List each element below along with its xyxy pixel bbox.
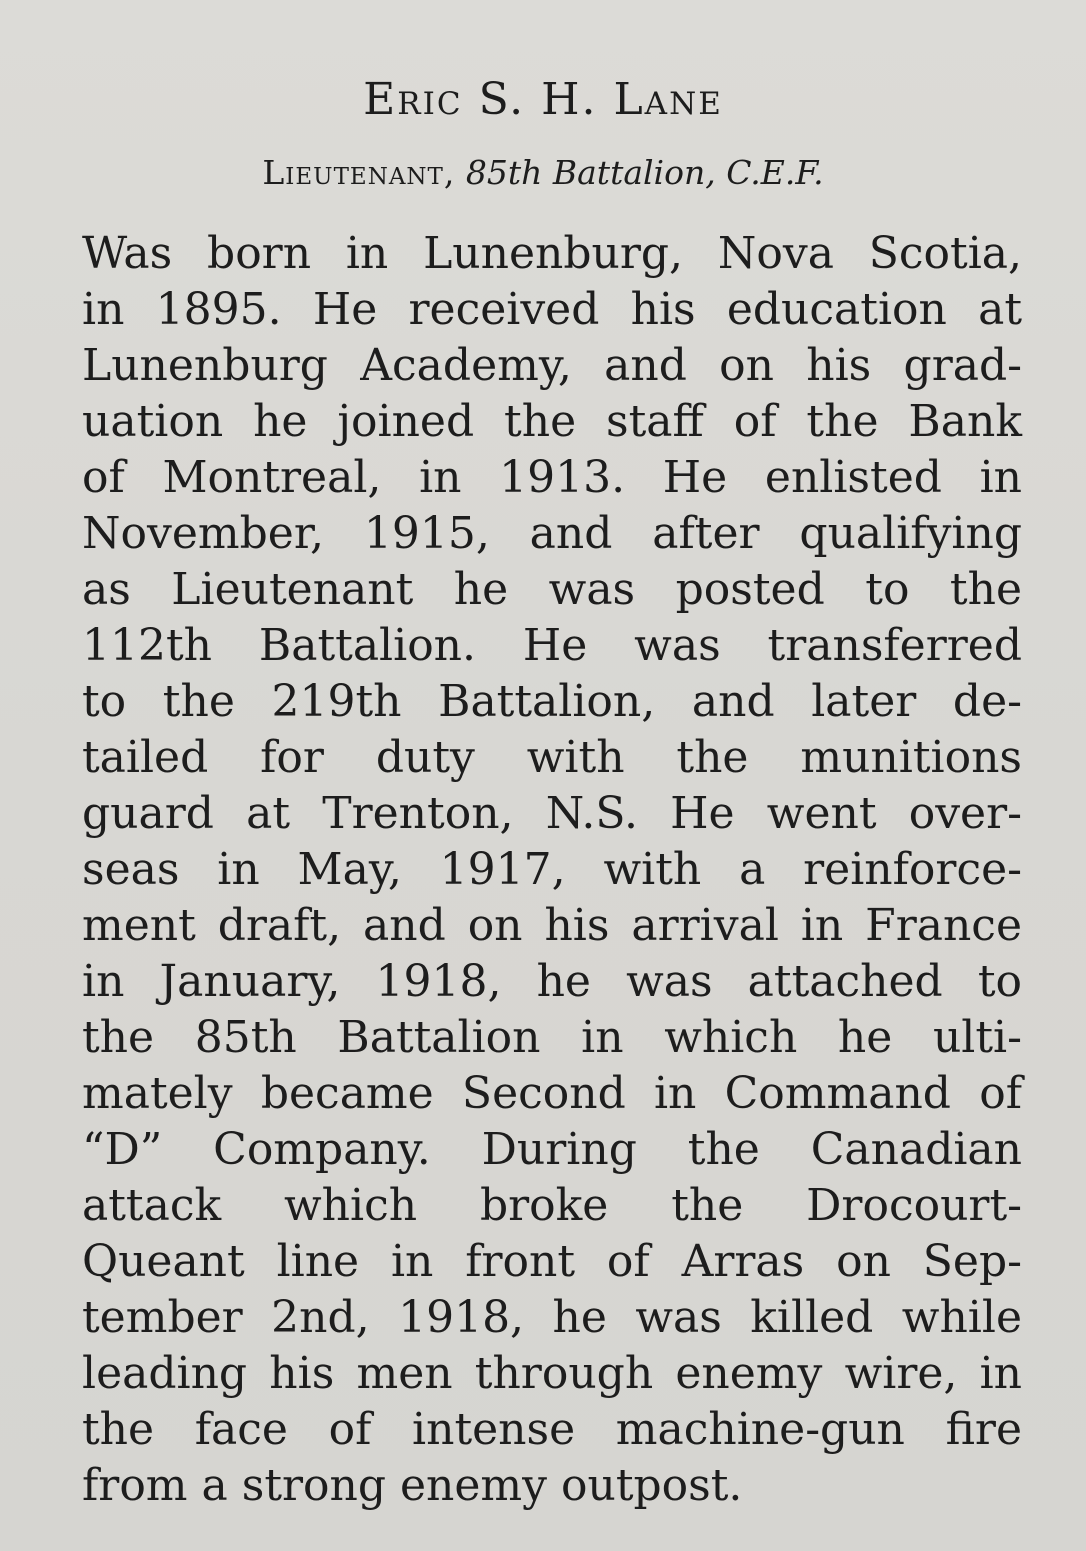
text-line: from a strong enemy outpost.: [82, 1460, 743, 1511]
text-line: tember 2nd, 1918, he was killed while: [82, 1292, 1022, 1343]
text-line: seas in May, 1917, with a reinforce-: [82, 844, 1022, 895]
text-line: uation he joined the staff of the Bank: [82, 396, 1022, 447]
text-line: of Montreal, in 1913. He enlisted in: [82, 452, 1022, 503]
text-line: tailed for duty with the munitions: [82, 732, 1022, 783]
rank-title: Lieutenant,: [262, 153, 456, 192]
text-line: the 85th Battalion in which he ulti-: [82, 1012, 1022, 1063]
text-line: the face of intense machine-gun fire: [82, 1404, 1022, 1455]
text-line: Queant line in front of Arras on Sep-: [82, 1236, 1022, 1287]
text-line: as Lieutenant he was posted to the: [82, 564, 1022, 615]
text-line: guard at Trenton, N.S. He went over-: [82, 788, 1022, 839]
text-line: in January, 1918, he was attached to: [82, 956, 1022, 1007]
biography-text: [82, 226, 1022, 1514]
text-line: mately became Second in Command of: [82, 1068, 1022, 1119]
rank-line: [0, 150, 1086, 196]
person-name: Eric S. H. Lane: [363, 74, 723, 125]
unit-name: 85th Battalion, C.E.F.: [465, 153, 824, 192]
text-line: in 1895. He received his education at: [82, 284, 1022, 335]
text-line: “D” Company. During the Canadian: [82, 1124, 1022, 1175]
text-line: attack which broke the Drocourt-: [82, 1180, 1022, 1231]
text-line: Lunenburg Academy, and on his grad-: [82, 340, 1022, 391]
text-line: November, 1915, and after qualifying: [82, 508, 1022, 559]
text-line: to the 219th Battalion, and later de-: [82, 676, 1022, 727]
text-line: 112th Battalion. He was transferred: [82, 620, 1022, 671]
text-line: ment draft, and on his arrival in France: [82, 900, 1022, 951]
text-line: leading his men through enemy wire, in: [82, 1348, 1022, 1399]
text-line: Was born in Lunenburg, Nova Scotia,: [82, 228, 1022, 279]
